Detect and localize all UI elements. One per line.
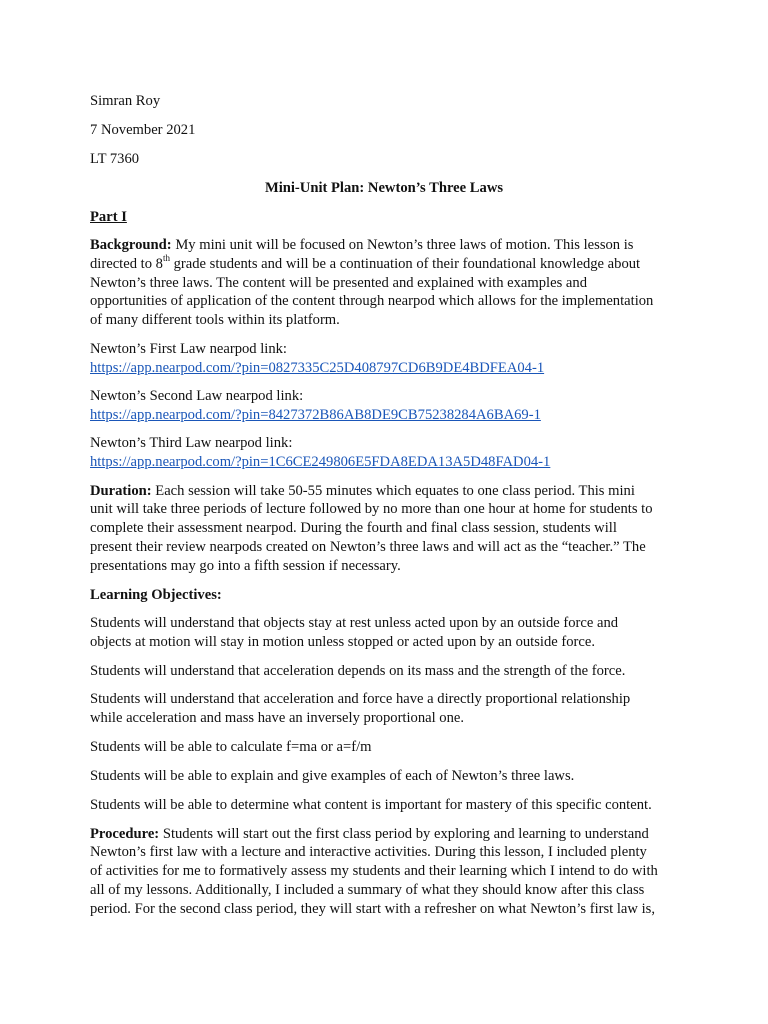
first-law-link-label: Newton’s First Law nearpod link: [90, 341, 287, 357]
procedure-line-1 [90, 825, 649, 844]
author-name: Simran Roy [90, 93, 161, 109]
third-law-link-label: Newton’s Third Law nearpod link: [90, 435, 293, 451]
document-date: 7 November 2021 [90, 122, 196, 138]
background-line-2 [90, 255, 640, 274]
course-code: LT 7360 [90, 151, 140, 167]
procedure-line-3: of activities for me to formatively assess my students and their learning which I intend to do with [90, 863, 658, 879]
duration-label: Duration: [90, 483, 152, 499]
procedure-line-2: Newton’s first law with a lecture and interactive activities. During this lesson, I included plenty [90, 844, 647, 860]
objective-2: Students will understand that acceleration depends on its mass and the strength of the force. [90, 663, 626, 679]
procedure-label: Procedure: [90, 826, 160, 842]
objectives-heading: Learning Objectives: [90, 587, 222, 603]
second-law-link[interactable]: https://app.nearpod.com/?pin=8427372B86AB8DE9CB75238284A6BA69-1 [90, 407, 541, 423]
objective-3-line-1: Students will understand that acceleration and force have a directly proportional relationship [90, 691, 631, 707]
duration-line-2: unit will take three periods of lecture followed by no more than one hour at home for students to [90, 501, 653, 517]
objective-3-line-2: while acceleration and mass have an inversely proportional one. [90, 710, 465, 726]
objective-5: Students will be able to explain and give examples of each of Newton’s three laws. [90, 768, 575, 784]
background-text-1: My mini unit will be focused on Newton’s three laws of motion. This lesson is [175, 237, 634, 253]
duration-line-3: complete their assessment nearpod. During the fourth and final class session, students will [90, 520, 617, 536]
background-line-1 [90, 236, 634, 255]
superscript-th: th [162, 253, 170, 264]
part-heading: Part I [90, 209, 127, 225]
background-line-5: of many different tools within its platform. [90, 312, 340, 328]
duration-text-1: Each session will take 50-55 minutes which equates to one class period. This mini [155, 483, 635, 499]
background-text-2a: directed to 8 [90, 256, 163, 272]
objective-6: Students will be able to determine what content is important for mastery of this specific content. [90, 797, 652, 813]
duration-line-5: presentations may go into a fifth session if necessary. [90, 558, 401, 574]
objective-4: Students will be able to calculate f=ma or a=f/m [90, 739, 372, 755]
objective-1-line-1: Students will understand that objects stay at rest unless acted upon by an outside force and [90, 615, 619, 631]
document-title: Mini-Unit Plan: Newton’s Three Laws [264, 180, 504, 196]
procedure-line-4: all of my lessons. Additionally, I included a summary of what they should know after this class [90, 882, 645, 898]
third-law-link[interactable]: https://app.nearpod.com/?pin=1C6CE249806E5FDA8EDA13A5D48FAD04-1 [90, 454, 551, 470]
duration-line-4: present their review nearpods created on Newton’s three laws and will act as the “teacher.” The [90, 539, 646, 555]
procedure-line-5: period. For the second class period, they will start with a refresher on what Newton’s first law is, [90, 901, 655, 917]
first-law-link[interactable]: https://app.nearpod.com/?pin=0827335C25D408797CD6B9DE4BDFEA04-1 [90, 360, 545, 376]
background-line-3: Newton’s three laws. The content will be presented and explained with examples and [90, 275, 587, 291]
background-text-2b: grade students and will be a continuation of their foundational knowledge about [169, 256, 641, 272]
objective-1-line-2: objects at motion will stay in motion unless stopped or acted upon by an outside force. [90, 634, 596, 650]
background-line-4: opportunities of application of the content through nearpod which allows for the implementation [90, 293, 654, 309]
background-label: Background: [90, 237, 172, 253]
second-law-link-label: Newton’s Second Law nearpod link: [90, 388, 304, 404]
duration-line-1 [90, 482, 635, 501]
procedure-text-1: Students will start out the first class period by exploring and learning to understand [162, 826, 649, 842]
